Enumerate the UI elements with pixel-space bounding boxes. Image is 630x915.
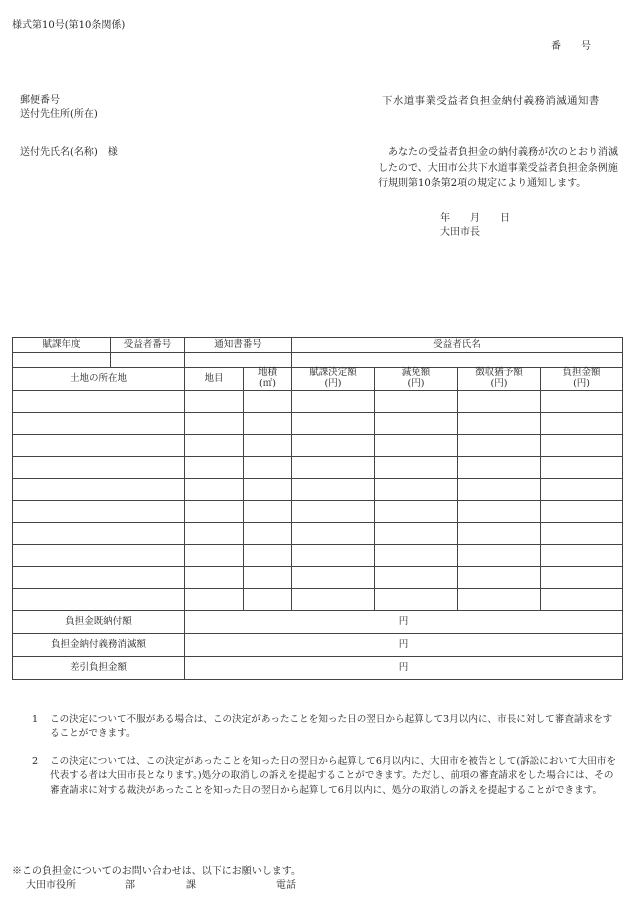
address-label: 送付先住所(所在) — [20, 109, 98, 120]
cell-beneficiary-name — [292, 353, 623, 368]
cell-land-category — [185, 391, 244, 413]
cell-land-location — [13, 479, 185, 501]
cell-charge-amount — [541, 567, 623, 589]
note-1-text: この決定について不服がある場合は、この決定があったことを知った日の翌日から起算して3月以内に、市長に対して審査請求をすることができます。 — [50, 714, 613, 740]
note-2-number: 2 — [32, 756, 39, 767]
header-assessment-year: 賦課年度 — [13, 338, 111, 353]
cell-land-category — [185, 435, 244, 457]
cell-reduction-amount — [375, 567, 458, 589]
cell-deferral-amount — [458, 545, 541, 567]
table-row — [13, 413, 623, 435]
cell-notice-number — [185, 353, 292, 368]
value-paid-amount: 円 — [185, 611, 623, 634]
cell-assessed-amount — [292, 501, 375, 523]
cell-assessed-amount — [292, 545, 375, 567]
cell-deferral-amount — [458, 435, 541, 457]
cell-assessed-amount — [292, 413, 375, 435]
cell-charge-amount — [541, 589, 623, 611]
cell-land-location — [13, 457, 185, 479]
cell-land-location — [13, 391, 185, 413]
cell-charge-amount — [541, 435, 623, 457]
postal-code-label: 郵便番号 — [20, 95, 60, 106]
header-deferral-amount: 徴収猶予額 (円) — [458, 368, 541, 391]
cell-land-location — [13, 545, 185, 567]
note-1-number: 1 — [32, 714, 39, 725]
cell-charge-amount — [541, 501, 623, 523]
cell-land-location — [13, 435, 185, 457]
cell-deferral-amount — [458, 479, 541, 501]
table-row — [13, 567, 623, 589]
cell-land-category — [185, 457, 244, 479]
cell-assessed-amount — [292, 479, 375, 501]
cell-land-location — [13, 413, 185, 435]
cell-assessment-year — [13, 353, 111, 368]
cell-assessed-amount — [292, 589, 375, 611]
phone-label: 電話 — [276, 880, 296, 891]
cell-reduction-amount — [375, 523, 458, 545]
cell-land-area — [244, 589, 292, 611]
recipient-name-label: 送付先氏名(名称) 様 — [20, 147, 118, 158]
cell-land-category — [185, 501, 244, 523]
cell-land-category — [185, 479, 244, 501]
note-2 — [24, 755, 620, 798]
cell-reduction-amount — [375, 391, 458, 413]
cell-assessed-amount — [292, 567, 375, 589]
cell-land-area — [244, 413, 292, 435]
header-assessed-amount: 賦課決定額 (円) — [292, 368, 375, 391]
label-paid-amount: 負担金既納付額 — [13, 611, 185, 634]
cell-reduction-amount — [375, 501, 458, 523]
cell-deferral-amount — [458, 523, 541, 545]
cell-reduction-amount — [375, 545, 458, 567]
cell-land-area — [244, 567, 292, 589]
liability-table — [12, 337, 623, 680]
header-land-category: 地目 — [185, 368, 244, 391]
cell-land-area — [244, 523, 292, 545]
cell-land-area — [244, 545, 292, 567]
value-extinguished-amount: 円 — [185, 634, 623, 657]
cell-reduction-amount — [375, 479, 458, 501]
value-balance-amount: 円 — [185, 657, 623, 680]
section-label: 課 — [186, 880, 196, 891]
header-reduction-amount: 減免額 (円) — [375, 368, 458, 391]
form-number: 様式第10号(第10条関係) — [12, 20, 126, 31]
header-beneficiary-number: 受益者番号 — [111, 338, 185, 353]
table-row — [13, 589, 623, 611]
cell-deferral-amount — [458, 589, 541, 611]
cell-charge-amount — [541, 391, 623, 413]
cell-deferral-amount — [458, 413, 541, 435]
cell-land-location — [13, 567, 185, 589]
cell-deferral-amount — [458, 501, 541, 523]
cell-deferral-amount — [458, 457, 541, 479]
city-office-label: 大田市役所 — [26, 880, 76, 891]
note-1 — [24, 713, 620, 742]
cell-land-area — [244, 391, 292, 413]
cell-assessed-amount — [292, 391, 375, 413]
notice-body: あなたの受益者負担金の納付義務が次のとおり消滅したので、大田市公共下水道事業受益者負担金条例施行規則第10条第2項の規定により通知します。 — [378, 147, 618, 189]
cell-charge-amount — [541, 479, 623, 501]
cell-land-category — [185, 589, 244, 611]
cell-beneficiary-number — [111, 353, 185, 368]
table-row — [13, 391, 623, 413]
cell-charge-amount — [541, 413, 623, 435]
cell-land-location — [13, 523, 185, 545]
cell-reduction-amount — [375, 589, 458, 611]
cell-assessed-amount — [292, 457, 375, 479]
cell-charge-amount — [541, 523, 623, 545]
cell-assessed-amount — [292, 435, 375, 457]
label-extinguished-amount: 負担金納付義務消滅額 — [13, 634, 185, 657]
department-label: 部 — [125, 880, 135, 891]
header-charge-amount: 負担金額 (円) — [541, 368, 623, 391]
issuer-name: 大田市長 — [440, 227, 480, 238]
cell-land-area — [244, 501, 292, 523]
cell-deferral-amount — [458, 567, 541, 589]
cell-land-area — [244, 479, 292, 501]
cell-land-category — [185, 567, 244, 589]
cell-land-category — [185, 523, 244, 545]
cell-land-area — [244, 457, 292, 479]
note-2-text: この決定については、この決定があったことを知った日の翌日から起算して6月以内に、大田市を被告として(訴訟において大田市を代表する者は大田市長となります。)処分の取消しの訴えを提起することができます。ただし、前項の審査請求をした場合には、その審査請求に対する裁決があったことを知った日の翌日から起算して6月以内に、処分の取消しの訴えを提起することができます。 — [50, 756, 616, 796]
table-row — [13, 479, 623, 501]
cell-charge-amount — [541, 457, 623, 479]
table-row — [13, 457, 623, 479]
cell-reduction-amount — [375, 457, 458, 479]
cell-land-location — [13, 589, 185, 611]
cell-land-category — [185, 413, 244, 435]
document-title: 下水道事業受益者負担金納付義務消滅通知書 — [382, 95, 600, 107]
header-beneficiary-name: 受益者氏名 — [292, 338, 623, 353]
table-row — [13, 545, 623, 567]
document-number-label: 番 号 — [551, 41, 591, 52]
header-notice-number: 通知書番号 — [185, 338, 292, 353]
cell-deferral-amount — [458, 391, 541, 413]
cell-charge-amount — [541, 545, 623, 567]
table-row — [13, 523, 623, 545]
cell-land-location — [13, 501, 185, 523]
table-row — [13, 501, 623, 523]
cell-land-category — [185, 545, 244, 567]
cell-land-area — [244, 435, 292, 457]
date-line: 年 月 日 — [440, 213, 510, 224]
cell-assessed-amount — [292, 523, 375, 545]
inquiry-text: ※この負担金についてのお問い合わせは、以下にお願いします。 — [12, 866, 301, 877]
label-balance-amount: 差引負担金額 — [13, 657, 185, 680]
header-land-area: 地積 (㎡) — [244, 368, 292, 391]
table-row — [13, 435, 623, 457]
cell-reduction-amount — [375, 413, 458, 435]
cell-reduction-amount — [375, 435, 458, 457]
header-land-location: 土地の所在地 — [13, 368, 185, 391]
